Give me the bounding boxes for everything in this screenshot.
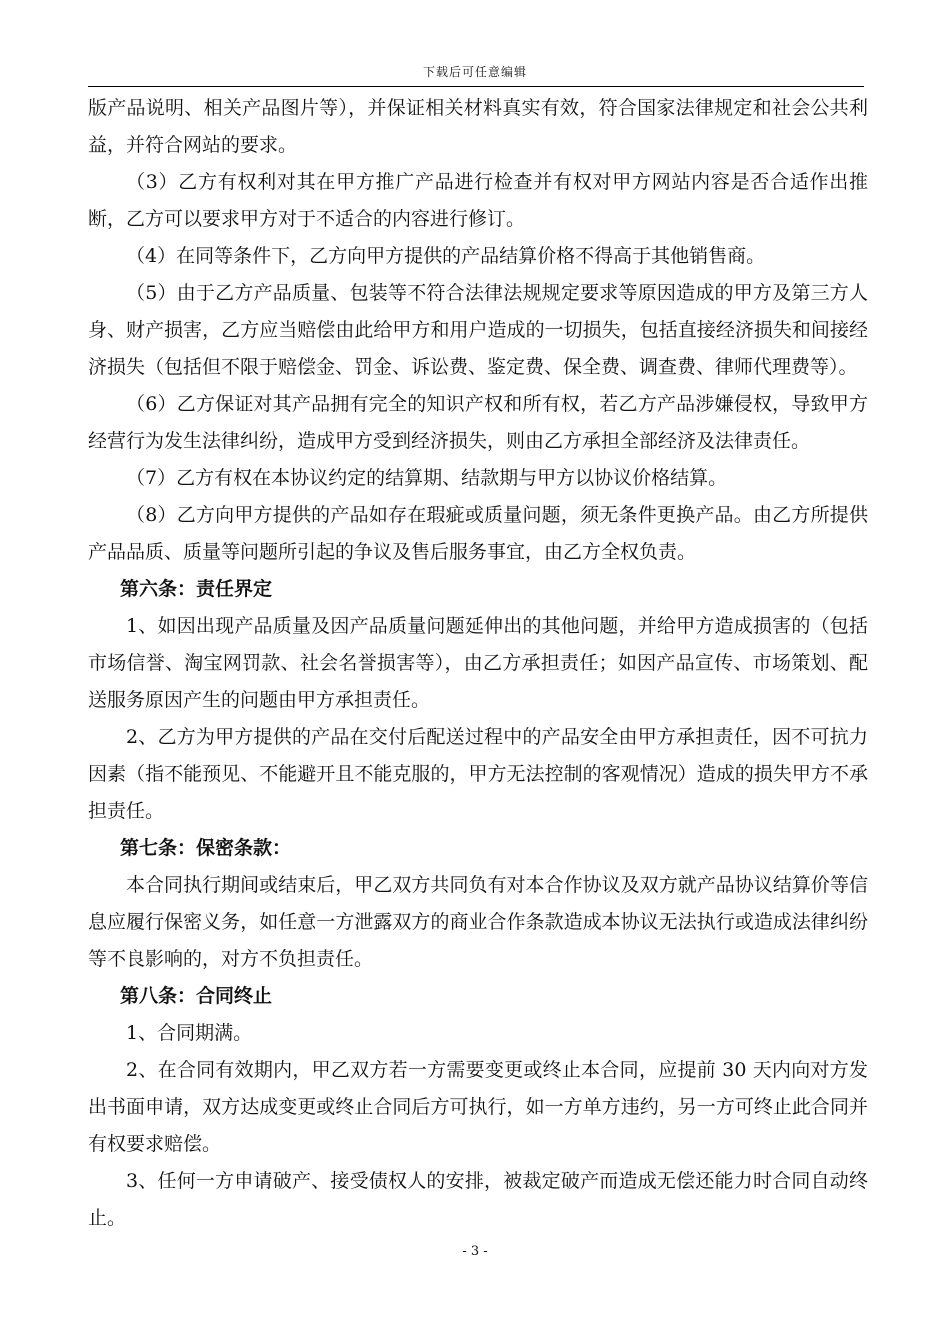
section-6-item-2: 2、乙方为甲方提供的产品在交付后配送过程中的产品安全由甲方承担责任，因不可抗力因素（指不能预见、不能避开且不能克服的，甲方无法控制的客观情况）造成的损失甲方不承担责任。 [88, 726, 868, 822]
clause-3: （3）乙方有权利对其在甲方推广产品进行检查并有权对甲方网站内容是否合适作出推断，乙方可以要求甲方对于不适合的内容进行修订。 [88, 171, 868, 230]
section-8-item-2: 2、在合同有效期内，甲乙双方若一方需要变更或终止本合同，应提前 30 天内向对方发出书面申请，双方达成变更或终止合同后方可执行，如一方单方违约，另一方可终止此合同并有权要求赔偿。 [88, 1059, 868, 1155]
section-8-item-1: 1、合同期满。 [126, 1022, 253, 1044]
section-8-heading: 第八条：合同终止 [120, 985, 273, 1007]
page-header: 下载后可任意编辑 [422, 65, 527, 79]
paragraph-continuation: 版产品说明、相关产品图片等），并保证相关材料真实有效，符合国家法律规定和社会公共利益，并符合网站的要求。 [88, 97, 868, 156]
header-divider [88, 86, 864, 87]
section-6-heading: 第六条：责任界定 [120, 578, 273, 600]
clause-8: （8）乙方向甲方提供的产品如存在瑕疵或质量问题，须无条件更换产品。由乙方所提供产品品质、质量等问题所引起的争议及售后服务事宜，由乙方全权负责。 [88, 504, 868, 563]
clause-4: （4）在同等条件下，乙方向甲方提供的产品结算价格不得高于其他销售商。 [126, 245, 766, 267]
section-7-heading: 第七条：保密条款： [120, 837, 292, 859]
section-6-item-1: 1、如因出现产品质量及因产品质量问题延伸出的其他问题，并给甲方造成损害的（包括市场信誉、淘宝网罚款、社会名誉损害等），由乙方承担责任；如因产品宣传、市场策划、配送服务原因产生的问题由甲方承担责任。 [88, 615, 868, 711]
clause-6: （6）乙方保证对其产品拥有完全的知识产权和所有权，若乙方产品涉嫌侵权，导致甲方经营行为发生法律纠纷，造成甲方受到经济损失，则由乙方承担全部经济及法律责任。 [88, 393, 868, 452]
document-body [88, 90, 868, 1237]
page-number: - 3 - [462, 1244, 488, 1259]
section-8-item-3: 3、任何一方申请破产、接受债权人的安排，被裁定破产而造成无偿还能力时合同自动终止。 [88, 1170, 868, 1229]
clause-5: （5）由于乙方产品质量、包装等不符合法律法规规定要求等原因造成的甲方及第三方人身、财产损害，乙方应当赔偿由此给甲方和用户造成的一切损失，包括直接经济损失和间接经济损失（包括但不限于赔偿金、罚金、诉讼费、鉴定费、保全费、调查费、律师代理费等）。 [88, 282, 868, 378]
clause-7: （7）乙方有权在本协议约定的结算期、结款期与甲方以协议价格结算。 [126, 467, 728, 489]
section-7-text: 本合同执行期间或结束后，甲乙双方共同负有对本合作协议及双方就产品协议结算价等信息应履行保密义务，如任意一方泄露双方的商业合作条款造成本协议无法执行或造成法律纠纷等不良影响的，对方不负担责任。 [88, 874, 868, 970]
